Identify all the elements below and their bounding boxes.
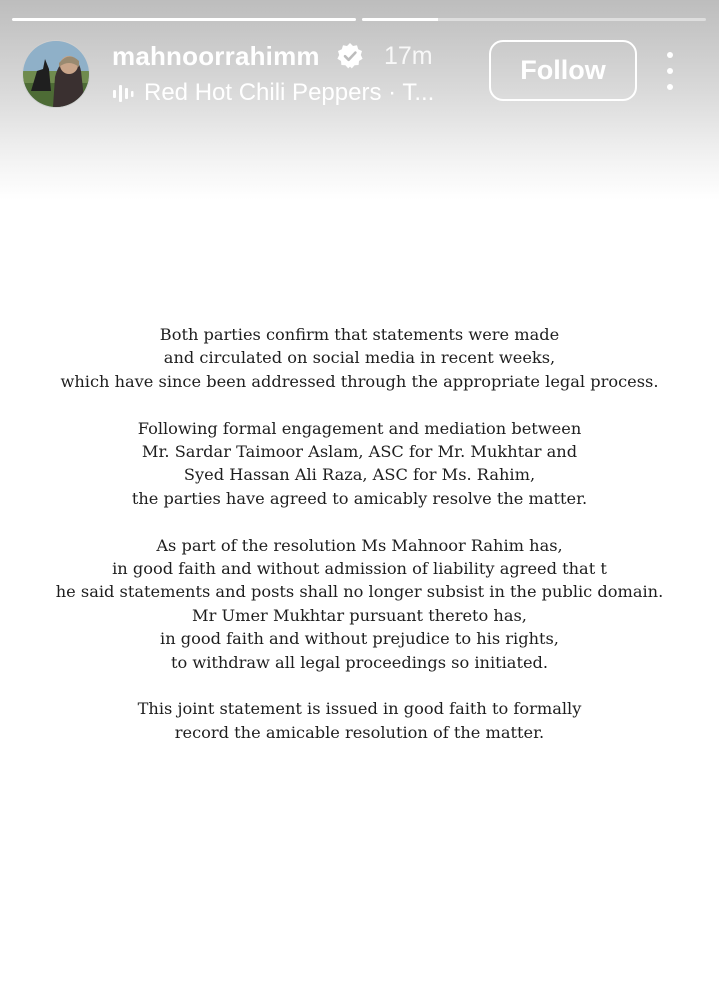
statement-line: As part of the resolution Ms Mahnoor Rahim has, [156, 535, 563, 555]
statement-line: Mr. Sardar Taimoor Aslam, ASC for Mr. Mukhtar and [141, 442, 578, 462]
statement-line: the parties have agreed to amicably resolve the matter. [131, 488, 588, 508]
statement-line: This joint statement is issued in good faith to formally [137, 699, 582, 719]
music-track[interactable]: Red Hot Chili Peppers · T... [144, 79, 435, 106]
progress-segment-fill [12, 18, 356, 21]
statement-line: to withdraw all legal proceedings so initiated. [170, 652, 549, 672]
joint-statement-text [0, 323, 719, 768]
statement-line: Syed Hassan Ali Raza, ASC for Ms. Rahim, [183, 465, 536, 485]
more-vertical-icon [667, 52, 673, 58]
statement-paragraph [0, 534, 719, 674]
statement-line: in good faith and without admission of liability agreed that t [112, 559, 607, 579]
statement-line: Following formal engagement and mediation between [137, 418, 582, 438]
statement-paragraph [0, 323, 719, 393]
progress-segment [12, 18, 356, 21]
more-vertical-icon [667, 84, 673, 90]
statement-line: he said statements and posts shall no longer subsist in the public domain. [55, 582, 664, 602]
more-options-button[interactable] [660, 52, 680, 90]
username[interactable]: mahnoorrahimm [112, 41, 320, 71]
statement-line: and circulated on social media in recent weeks, [163, 348, 556, 368]
statement-line: which have since been addressed through the appropriate legal process. [60, 371, 659, 391]
more-vertical-icon [667, 68, 673, 74]
statement-paragraph [0, 417, 719, 511]
statement-paragraph [0, 697, 719, 744]
story-progress-bar [12, 18, 706, 22]
progress-segment [362, 18, 706, 21]
avatar-image [23, 41, 89, 107]
post-time: 17m [384, 42, 433, 70]
statement-line: Both parties confirm that statements were made [159, 325, 560, 344]
statement-line: Mr Umer Mukhtar pursuant thereto has, [192, 605, 527, 625]
statement-line: record the amicable resolution of the matter. [174, 722, 545, 742]
progress-segment-fill [362, 18, 438, 21]
follow-button[interactable]: Follow [489, 40, 637, 101]
statement-line: in good faith and without prejudice to his rights, [160, 629, 559, 649]
audio-bars-icon [112, 82, 134, 104]
verified-badge-icon [336, 42, 364, 70]
avatar[interactable] [22, 40, 90, 108]
